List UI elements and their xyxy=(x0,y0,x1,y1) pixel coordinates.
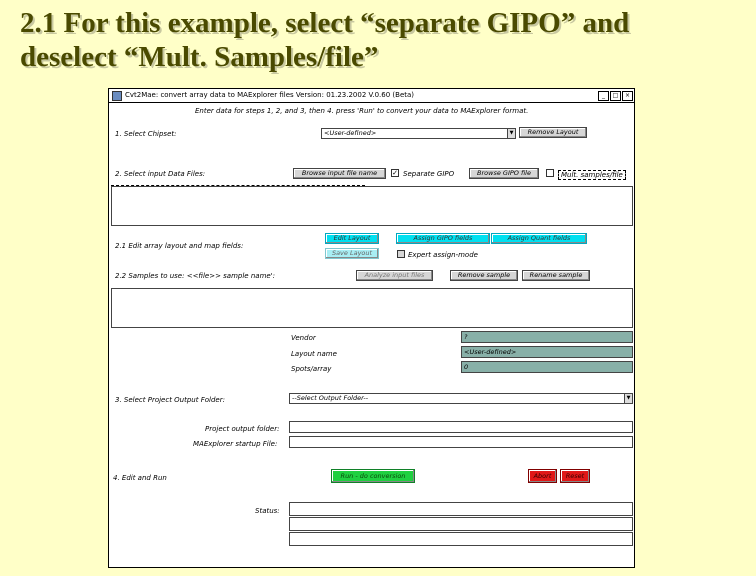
status-label: Status: xyxy=(255,507,280,515)
close-button[interactable]: × xyxy=(622,91,633,101)
separate-gipo-label: Separate GIPO xyxy=(403,170,455,178)
step1-label: 1. Select Chipset: xyxy=(115,130,177,138)
output-folder-select[interactable] xyxy=(289,393,633,404)
chevron-down-icon: ▼ xyxy=(507,129,515,138)
expert-mode-label: Expert assign-mode xyxy=(408,251,478,259)
window-title: Cvt2Mae: convert array data to MAExplorer files Version: 01.23.2002 V.0.60 (Beta) xyxy=(125,91,415,99)
step2-label: 2. Select input Data Files: xyxy=(115,170,206,178)
status-line-2 xyxy=(289,517,633,531)
analyze-input-button[interactable]: Analyze input files xyxy=(356,270,433,281)
step21-label: 2.1 Edit array layout and map fields: xyxy=(115,242,244,250)
startup-file-label: MAExplorer startup File: xyxy=(193,440,278,448)
output-folder-select-value: --Select Output Folder-- xyxy=(292,394,369,402)
layout-name-field: <User-defined> xyxy=(461,346,633,358)
minimize-button[interactable]: _ xyxy=(598,91,609,101)
cvt2mae-window xyxy=(108,88,635,568)
window-titlebar[interactable] xyxy=(109,89,634,103)
input-files-area[interactable] xyxy=(111,186,633,226)
run-button[interactable]: Run - do conversion xyxy=(331,469,415,483)
spots-label: Spots/array xyxy=(291,365,332,373)
remove-sample-button[interactable]: Remove sample xyxy=(450,270,518,281)
step4-label: 4. Edit and Run xyxy=(113,474,167,482)
spots-field: 0 xyxy=(461,361,633,373)
edit-layout-button[interactable]: Edit Layout xyxy=(325,233,379,244)
instructions-text: Enter data for steps 1, 2, and 3, then 4. press 'Run' to convert your data to MAExplorer format. xyxy=(195,107,529,115)
chevron-down-icon: ▼ xyxy=(624,394,632,403)
abort-button[interactable]: Abort xyxy=(528,469,557,483)
assign-gipo-button[interactable]: Assign GIPO fields xyxy=(396,233,490,244)
status-line-1 xyxy=(289,502,633,516)
vendor-field: ? xyxy=(461,331,633,343)
assign-quant-button[interactable]: Assign Quant fields xyxy=(491,233,587,244)
rename-sample-button[interactable]: Rename sample xyxy=(522,270,590,281)
remove-layout-button[interactable]: Remove Layout xyxy=(519,127,587,138)
save-layout-button[interactable]: Save Layout xyxy=(325,248,379,259)
maximize-button[interactable]: □ xyxy=(610,91,621,101)
chipset-select-value: <User-defined> xyxy=(324,129,377,137)
samples-list[interactable] xyxy=(111,288,633,328)
project-output-field[interactable] xyxy=(289,421,633,433)
mult-samples-checkbox[interactable] xyxy=(546,169,554,177)
step3-label: 3. Select Project Output Folder: xyxy=(115,396,225,404)
slide-title-line1: 2.1 For this example, select “separate GIPO” and xyxy=(20,7,630,39)
chipset-select[interactable] xyxy=(321,128,516,139)
project-output-label: Project output folder: xyxy=(205,425,280,433)
browse-gipo-button[interactable]: Browse GIPO file xyxy=(469,168,539,179)
browse-input-button[interactable]: Browse input file name xyxy=(293,168,386,179)
separate-gipo-checkbox[interactable]: ✓ xyxy=(392,169,398,177)
app-icon xyxy=(112,91,122,101)
vendor-label: Vendor xyxy=(291,334,316,342)
slide-title-line2: deselect “Mult. Samples/file” xyxy=(20,41,379,73)
expert-mode-checkbox[interactable] xyxy=(397,250,405,258)
reset-button[interactable]: Reset xyxy=(560,469,590,483)
startup-file-field[interactable] xyxy=(289,436,633,448)
step22-label: 2.2 Samples to use: <<file>> sample name': xyxy=(115,272,275,280)
mult-samples-label: Mult. samples/file xyxy=(558,170,626,180)
status-line-3 xyxy=(289,532,633,546)
layout-name-label: Layout name xyxy=(291,350,337,358)
slide-title xyxy=(20,6,750,74)
